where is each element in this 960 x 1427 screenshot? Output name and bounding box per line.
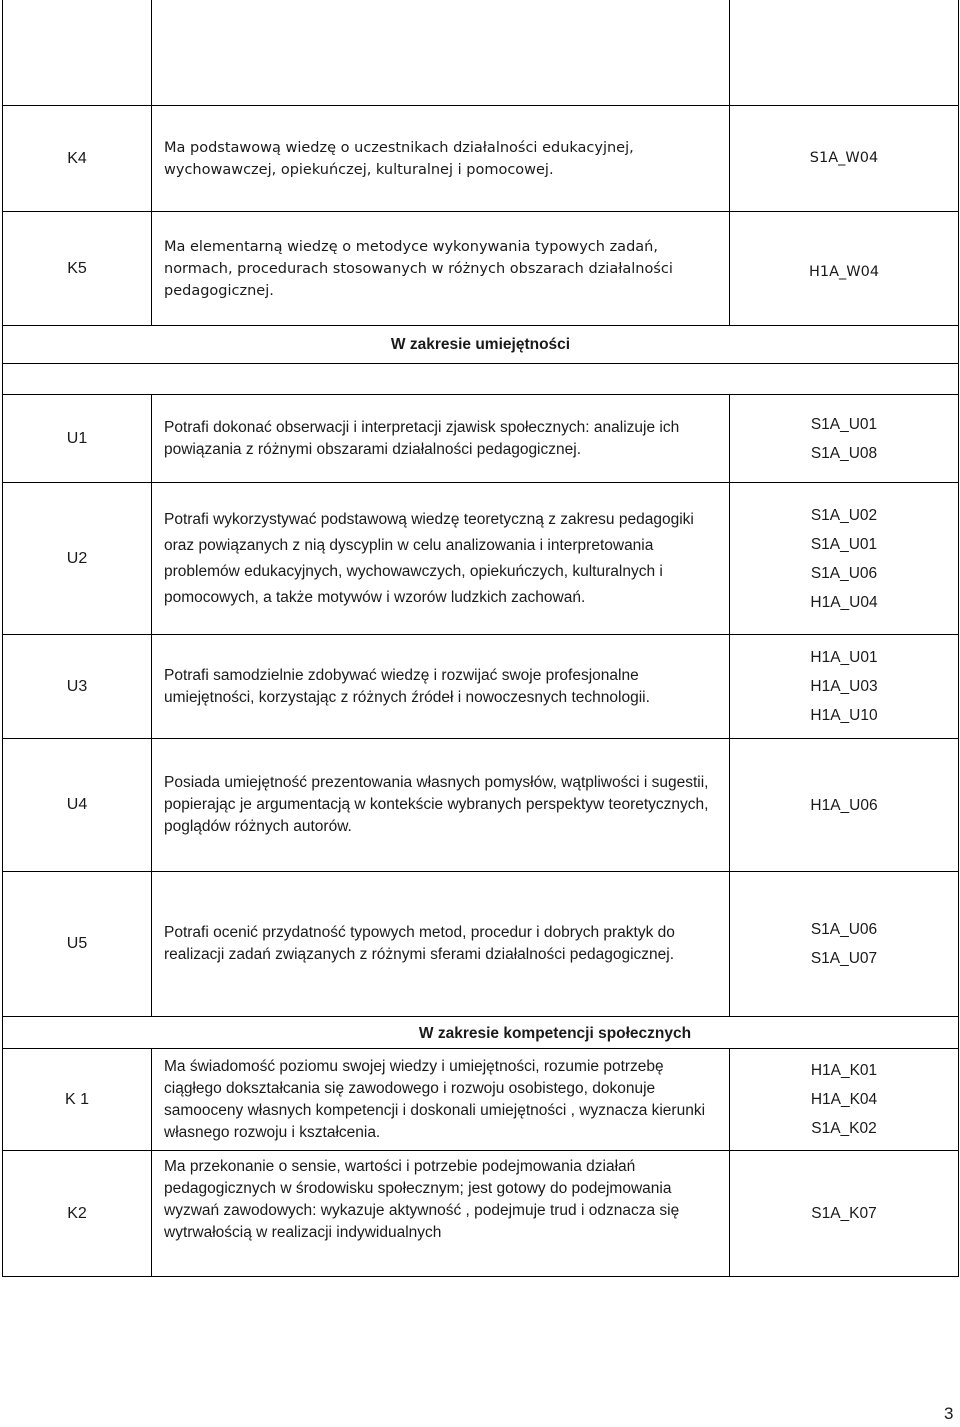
code-cell: U4 xyxy=(3,739,152,871)
reference-code: S1A_U06 xyxy=(810,564,878,582)
reference-cell xyxy=(730,0,958,105)
reference-cell xyxy=(730,1151,958,1276)
description-text: Potrafi ocenić przydatność typowych metod, procedur i dobrych praktyk do realizacji zadań związanych z różnymi sferami działalności pedagogicznej. xyxy=(164,924,675,963)
reference-code: S1A_U01 xyxy=(810,415,878,433)
description-cell xyxy=(152,635,730,738)
reference-code: S1A_W04 xyxy=(809,150,879,166)
reference-cell xyxy=(730,872,958,1016)
code-cell: U5 xyxy=(3,872,152,1016)
reference-code: S1A_U06 xyxy=(810,921,878,938)
reference-code: H1A_K01 xyxy=(810,1062,878,1079)
reference-code: H1A_U04 xyxy=(810,593,878,611)
table-row xyxy=(2,635,959,739)
table-row xyxy=(2,739,959,872)
table-row xyxy=(2,1049,959,1151)
reference-cell xyxy=(730,483,958,634)
reference-cell xyxy=(730,635,958,738)
description-cell xyxy=(152,0,730,105)
reference-cell xyxy=(730,212,958,325)
description-cell xyxy=(152,106,730,211)
reference-cell xyxy=(730,1049,958,1150)
code-cell xyxy=(3,0,152,105)
table-row xyxy=(2,483,959,635)
section-heading: W zakresie umiejętności xyxy=(390,335,571,353)
code-cell: U2 xyxy=(3,483,152,634)
code-cell: K2 xyxy=(3,1151,152,1276)
reference-code: H1A_U06 xyxy=(810,796,878,814)
code-cell: K4 xyxy=(3,106,152,211)
reference-code: S1A_K07 xyxy=(811,1205,877,1222)
reference-code: S1A_K02 xyxy=(811,1120,877,1137)
description-text: Posiada umiejętność prezentowania własnych pomysłów, wątpliwości i sugestii, popierając je argumentacją w kontekście wybranych perspektyw teoretycznych, poglądów różnych autorów. xyxy=(164,774,709,835)
description-cell xyxy=(152,1049,730,1150)
reference-code: S1A_U02 xyxy=(810,506,878,524)
section-heading: W zakresie kompetencji społecznych xyxy=(418,1024,692,1042)
reference-cell xyxy=(730,739,958,871)
table-row xyxy=(2,0,959,106)
description-text: Ma podstawową wiedzę o uczestnikach działalności edukacyjnej, wychowawczej, opiekuńczej, kulturalnej i pomocowej. xyxy=(164,139,634,178)
reference-code: S1A_U01 xyxy=(810,535,878,553)
description-cell xyxy=(152,483,730,634)
description-text: Potrafi dokonać obserwacji i interpretacji zjawisk społecznych: analizuje ich powiązania z różnymi obszarami działalności pedagogicznej. xyxy=(164,418,680,458)
table-row xyxy=(2,395,959,483)
code-cell: K5 xyxy=(3,212,152,325)
description-text: Potrafi wykorzystywać podstawową wiedzę teoretyczną z zakresu pedagogiki oraz powiązanych z nią dyscyplin w celu analizowania i interpretowania problemów edukacyjnych, wychowawczych, opiekuńczych, kulturalnych i pomocowych, a także motywów i wzorów ludzkich zachowań. xyxy=(164,510,694,606)
reference-code: H1A_U01 xyxy=(810,649,878,666)
table-row xyxy=(2,1151,959,1277)
description-cell xyxy=(152,212,730,325)
description-text: Ma przekonanie o sensie, wartości i potrzebie podejmowania działań pedagogicznych w środowisku społecznym; jest gotowy do podejmowania wyzwań zawodowych: wykazuje aktywność , podejmuje trud i odznacza się wytrwałością w realizacji indywidualnych xyxy=(164,1158,680,1241)
table-row xyxy=(2,212,959,326)
table-row xyxy=(2,872,959,1017)
code-cell: U3 xyxy=(3,635,152,738)
section-header-row xyxy=(2,1017,959,1049)
reference-code: S1A_U07 xyxy=(810,950,878,967)
description-cell xyxy=(152,395,730,482)
reference-cell xyxy=(730,106,958,211)
table-row xyxy=(2,106,959,212)
section-header-row xyxy=(2,326,959,364)
reference-code: H1A_W04 xyxy=(808,264,880,280)
code-cell: K 1 xyxy=(3,1049,152,1150)
description-text: Potrafi samodzielnie zdobywać wiedzę i rozwijać swoje profesjonalne umiejętności, korzystając z różnych źródeł i nowoczesnych technologii. xyxy=(164,666,650,706)
description-text: Ma elementarną wiedzę o metodyce wykonywania typowych zadań, normach, procedurach stosowanych w różnych obszarach działalności pedagogicznej. xyxy=(164,238,673,299)
page-number: 3 xyxy=(944,1404,954,1423)
reference-code: H1A_K04 xyxy=(810,1091,878,1108)
blank-row xyxy=(2,364,959,395)
reference-code: H1A_U10 xyxy=(810,707,878,724)
description-cell xyxy=(152,872,730,1016)
code-cell: U1 xyxy=(3,395,152,482)
description-cell xyxy=(152,739,730,871)
description-cell xyxy=(152,1151,730,1276)
description-text: Ma świadomość poziomu swojej wiedzy i umiejętności, rozumie potrzebę ciągłego dokształcania się zawodowego i rozwoju osobistego, dokonuje samooceny własnych kompetencji i doskonali umiejętności , wyznacza kierunki własnego rozwoju i kształcenia. xyxy=(164,1057,706,1141)
reference-cell xyxy=(730,395,958,482)
reference-code: S1A_U08 xyxy=(810,444,878,462)
reference-code: H1A_U03 xyxy=(810,678,878,695)
